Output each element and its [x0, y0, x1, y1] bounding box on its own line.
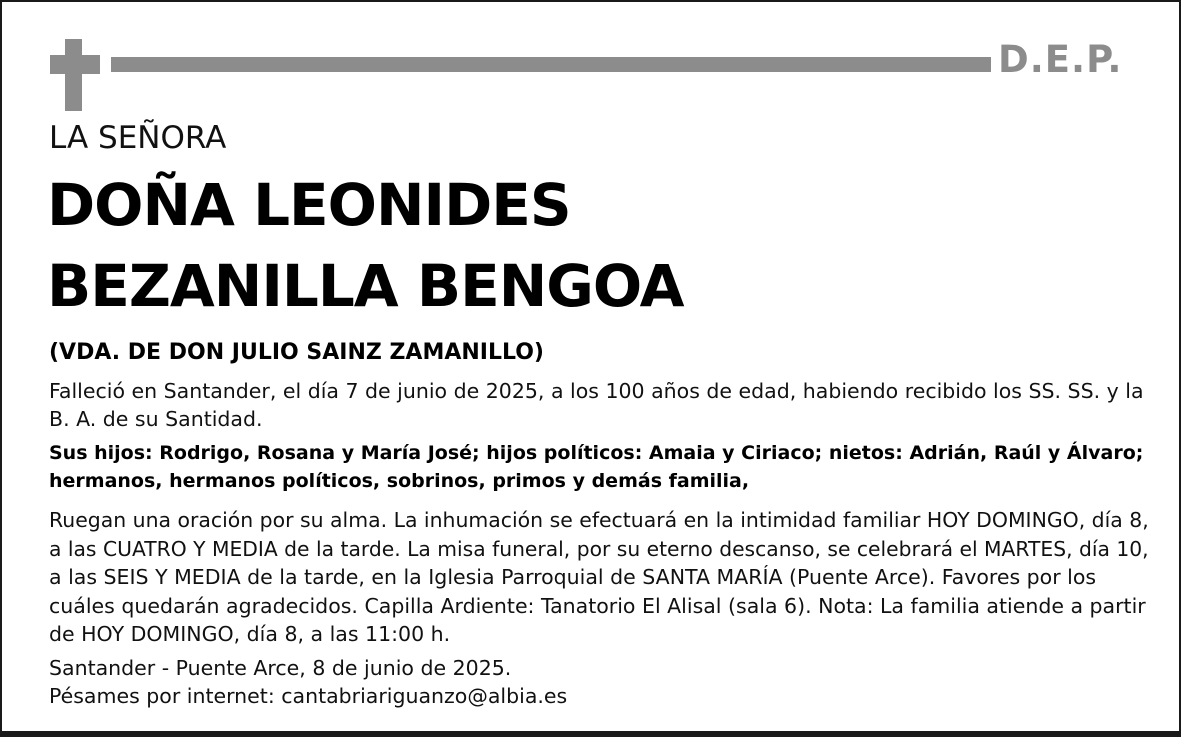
family-line: Sus hijos: Rodrigo, Rosana y María José; hijos políticos: Amaia y Ciriaco; nietos: Adrián, Raúl y Álvaro; — [49, 442, 1144, 464]
deceased-name-line-2: BEZANILLA BENGOA — [47, 252, 684, 320]
footer — [49, 654, 1149, 710]
death-notice-line: B. A. de su Santidad. — [49, 407, 263, 431]
deceased-name-line-1: DOÑA LEONIDES — [47, 171, 571, 239]
ceremony-line: de HOY DOMINGO, día 8, a las 11:00 h. — [49, 622, 451, 646]
condolences-contact: Pésames por internet: cantabriariguanzo@albia.es — [49, 684, 568, 708]
honorific: LA SEÑORA — [49, 120, 227, 156]
place-date: Santander - Puente Arce, 8 de junio de 2025. — [49, 656, 512, 680]
ceremony-details — [49, 506, 1149, 649]
cross-icon — [65, 39, 82, 111]
ceremony-line: a las SEIS Y MEDIA de la tarde, en la Iglesia Parroquial de SANTA MARÍA (Puente Arce). Favores por los — [49, 565, 1097, 589]
ceremony-line: a las CUATRO Y MEDIA de la tarde. La misa funeral, por su eterno descanso, se celebrará el MARTES, día 10, — [49, 536, 1149, 561]
cross-icon-crossbar — [50, 55, 100, 74]
family-list — [49, 439, 1143, 495]
header-rule — [111, 57, 991, 72]
dep-label: D.E.P. — [998, 38, 1123, 81]
family-line: hermanos, hermanos políticos, sobrinos, primos y demás familia, — [49, 470, 750, 492]
ceremony-line: Ruegan una oración por su alma. La inhumación se efectuará en la intimidad familiar HOY DOMINGO, día 8, — [49, 508, 1149, 532]
death-notice — [49, 377, 1149, 433]
widow-note: (VDA. DE DON JULIO SAINZ ZAMANILLO) — [49, 340, 544, 365]
death-notice-line: Falleció en Santander, el día 7 de junio de 2025, a los 100 años de edad, habiendo recibido los SS. SS. y la — [49, 379, 1144, 403]
ceremony-line: cuáles quedarán agradecidos. Capilla Ardiente: Tanatorio El Alisal (sala 6). Nota: La familia atiende a partir — [49, 593, 1146, 618]
